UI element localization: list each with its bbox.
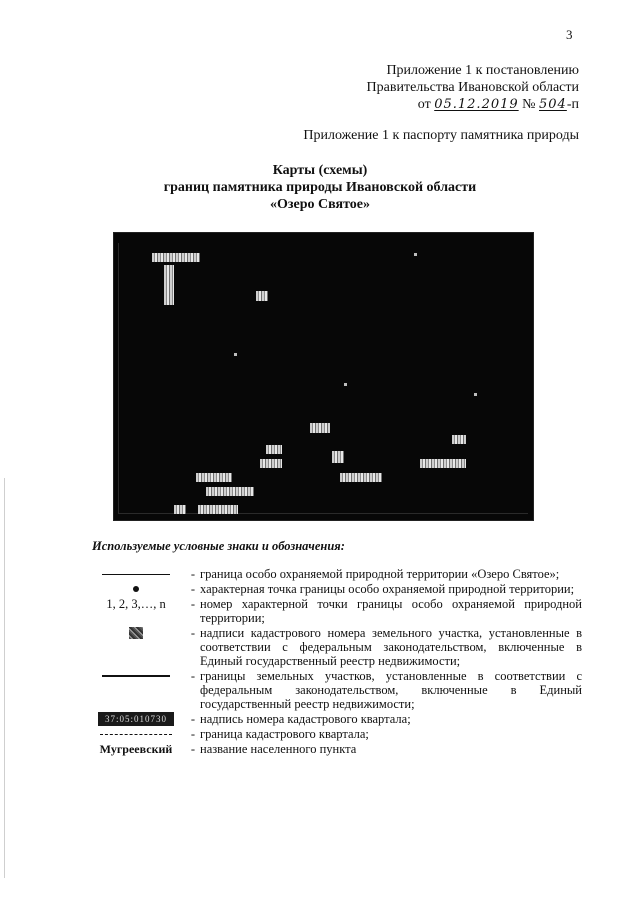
title-line-2: границ памятника природы Ивановской области bbox=[163, 180, 477, 195]
point-number-symbol: 1, 2, 3,…, n bbox=[106, 597, 166, 611]
cadastral-label bbox=[420, 459, 466, 468]
appendix-line-3 bbox=[367, 96, 579, 113]
legend-item bbox=[86, 582, 582, 596]
legend-item bbox=[86, 567, 582, 581]
handwritten-number: 504 bbox=[539, 97, 567, 112]
legend-dash: - bbox=[190, 712, 196, 726]
legend-item bbox=[86, 597, 582, 625]
legend-dash: - bbox=[190, 582, 196, 596]
legend-title: Используемые условные знаки и обозначения: bbox=[92, 539, 345, 553]
legend-dash: - bbox=[190, 597, 196, 611]
legend-item bbox=[86, 727, 582, 741]
dashed-line-symbol bbox=[86, 727, 186, 741]
legend bbox=[86, 567, 582, 757]
boundary-point bbox=[344, 383, 347, 386]
parcel-label-symbol bbox=[86, 626, 186, 640]
title-line-1: Карты (схемы) bbox=[272, 163, 368, 178]
handwritten-date: 05.12.2019 bbox=[434, 97, 519, 112]
number-suffix: -п bbox=[566, 97, 579, 112]
legend-description: надписи кадастрового номера земельного участка, установленные в соответствии с федеральным законодательством, включенные в Единый государственный реестр недвижимости; bbox=[200, 626, 582, 668]
appendix-line-2: Правительства Ивановской области bbox=[366, 80, 579, 95]
cadastral-label bbox=[340, 473, 382, 482]
appendix-line-1: Приложение 1 к постановлению bbox=[386, 63, 579, 78]
cadastral-label bbox=[206, 487, 254, 496]
parcel-boundary-symbol bbox=[86, 669, 186, 683]
cadastral-label bbox=[452, 435, 466, 444]
scan-margin-line bbox=[4, 478, 5, 878]
cadastral-quarter-symbol bbox=[86, 712, 186, 726]
cadastral-label bbox=[332, 451, 344, 463]
boundary-point bbox=[234, 353, 237, 356]
document-title bbox=[0, 162, 640, 213]
boundary-point bbox=[414, 253, 417, 256]
cadastral-label bbox=[198, 505, 238, 514]
legend-dash: - bbox=[190, 742, 196, 756]
page-number: 3 bbox=[566, 27, 573, 42]
cadastral-quarter-label: 37:05:010730 bbox=[98, 712, 174, 726]
legend-description: надпись номера кадастрового квартала; bbox=[200, 712, 411, 726]
legend-dash: - bbox=[190, 727, 196, 741]
map-frame-line bbox=[118, 243, 119, 513]
legend-dash: - bbox=[190, 669, 196, 683]
cadastral-label bbox=[196, 473, 232, 482]
legend-item bbox=[86, 626, 582, 668]
appendix-header bbox=[367, 62, 579, 113]
legend-item bbox=[86, 742, 582, 756]
legend-description: граница кадастрового квартала; bbox=[200, 727, 369, 741]
legend-dash: - bbox=[190, 567, 196, 581]
boundary-point bbox=[474, 393, 477, 396]
settlement-name-symbol: Мугреевский bbox=[99, 742, 173, 756]
cadastral-label bbox=[310, 423, 330, 433]
boundary-map-image bbox=[113, 232, 534, 521]
boundary-line-symbol bbox=[86, 567, 186, 581]
legend-description: номер характерной точки границы особо охраняемой природной территории; bbox=[200, 597, 582, 625]
legend-description: название населенного пункта bbox=[200, 742, 357, 756]
legend-description: граница особо охраняемой природной территории «Озеро Святое»; bbox=[200, 567, 560, 581]
date-prefix: от bbox=[417, 97, 431, 112]
cadastral-label bbox=[174, 505, 186, 514]
dot-symbol bbox=[86, 582, 186, 596]
cadastral-label bbox=[152, 253, 200, 262]
title-line-3: «Озеро Святое» bbox=[270, 197, 370, 212]
legend-item bbox=[86, 669, 582, 711]
legend-dash: - bbox=[190, 626, 196, 640]
legend-description: границы земельных участков, установленные в соответствии с федеральным законодательством, включенные в Единый государственный реестр недвижимости; bbox=[200, 669, 582, 711]
sub-appendix: Приложение 1 к паспорту памятника природы bbox=[303, 128, 579, 143]
cadastral-label bbox=[260, 459, 282, 468]
cadastral-label bbox=[164, 265, 174, 305]
cadastral-label bbox=[266, 445, 282, 454]
number-prefix: № bbox=[522, 97, 536, 112]
cadastral-label bbox=[256, 291, 268, 301]
legend-description: характерная точка границы особо охраняемой природной территории; bbox=[200, 582, 575, 596]
legend-item bbox=[86, 712, 582, 726]
